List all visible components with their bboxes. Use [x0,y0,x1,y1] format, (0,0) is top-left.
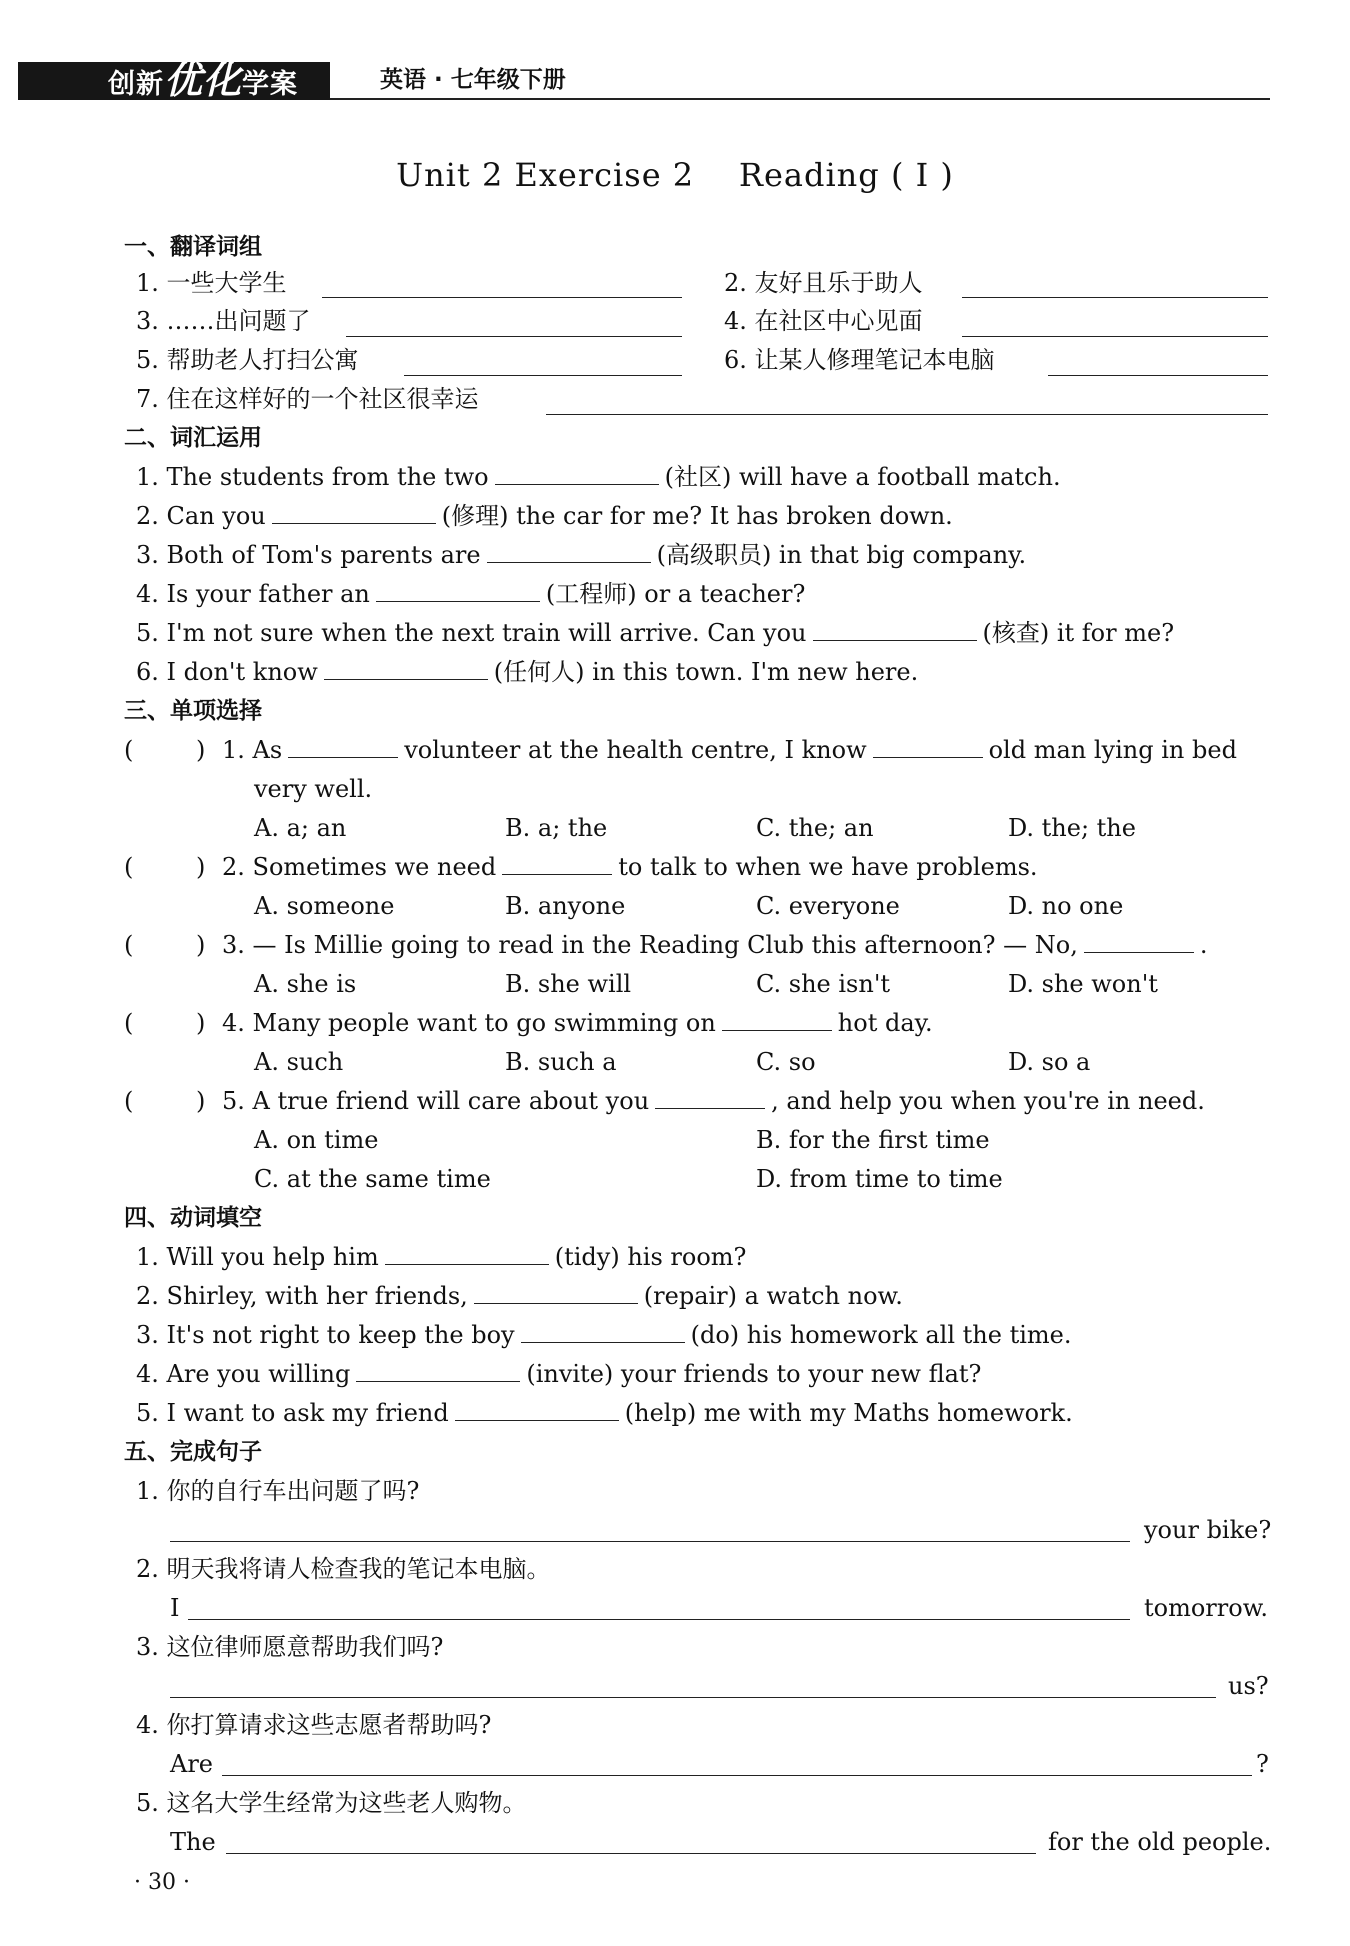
header-rule [330,98,1270,100]
answer-blank[interactable] [404,375,682,376]
answer-line[interactable] [170,1541,1130,1542]
answer-paren[interactable]: ( [124,853,134,881]
section-heading-1: 一、翻译词组 [124,234,262,260]
sec1-item-1: 1. 一些大学生 [136,269,287,297]
mc-question-2: 2. Sometimes we need to talk to when we have problems. [222,848,1038,886]
option-a[interactable]: A. a; an [254,814,347,842]
option-a[interactable]: A. someone [254,892,395,920]
page-number: · 30 · [134,1870,190,1895]
mc-question-1-cont: very well. [254,775,373,803]
answer-paren[interactable]: ( [124,736,134,764]
option-d[interactable]: D. from time to time [756,1165,1003,1193]
option-c[interactable]: C. everyone [756,892,900,920]
answer-blank[interactable] [1084,928,1194,953]
answer-paren-close: ) [196,931,206,959]
sec1-item-5: 5. 帮助老人打扫公寓 [136,346,359,374]
option-d[interactable]: D. so a [1008,1048,1091,1076]
answer-blank[interactable] [455,1396,619,1421]
option-c[interactable]: C. she isn't [756,970,891,998]
answer-blank[interactable] [962,336,1268,337]
section-heading-2: 二、词汇运用 [124,425,262,451]
sec4-item-4: 4. Are you willing (invite) your friends to your new flat? [136,1355,981,1393]
sec5-item-1-prompt: 1. 你的自行车出问题了吗? [136,1477,420,1505]
option-a[interactable]: A. on time [254,1126,379,1154]
option-d[interactable]: D. the; the [1008,814,1136,842]
answer-paren[interactable]: ( [124,931,134,959]
answer-blank[interactable] [272,499,436,524]
answer-line[interactable] [170,1697,1216,1698]
answer-paren-close: ) [196,1087,206,1115]
sec2-item-6: 6. I don't know (任何人) in this town. I'm new here. [136,653,918,691]
answer-paren-close: ) [196,853,206,881]
sec1-item-3: 3. ……出问题了 [136,307,311,335]
sec4-item-1: 1. Will you help him (tidy) his room? [136,1238,746,1276]
sec5-item-4-prompt: 4. 你打算请求这些志愿者帮助吗? [136,1711,492,1739]
answer-line[interactable] [222,1775,1252,1776]
sec5-item-2-start: I [170,1594,180,1622]
sec1-item-2: 2. 友好且乐于助人 [724,269,923,297]
answer-blank[interactable] [722,1006,832,1031]
sec5-item-2-end: tomorrow. [1144,1594,1269,1622]
answer-blank[interactable] [487,538,651,563]
answer-paren[interactable]: ( [124,1009,134,1037]
sec2-item-3: 3. Both of Tom's parents are (高级职员) in that big company. [136,536,1026,574]
section-heading-3: 三、单项选择 [124,698,262,724]
sec5-item-3-end: us? [1228,1672,1269,1700]
mc-question-4: 4. Many people want to go swimming on hot day. [222,1004,933,1042]
sec5-item-5-prompt: 5. 这名大学生经常为这些老人购物。 [136,1789,527,1817]
option-d[interactable]: D. she won't [1008,970,1158,998]
option-a[interactable]: A. such [254,1048,344,1076]
sec4-item-5: 5. I want to ask my friend (help) me with my Maths homework. [136,1394,1073,1432]
sec5-item-1-end: your bike? [1144,1516,1272,1544]
option-b[interactable]: B. such a [505,1048,617,1076]
answer-blank[interactable] [495,460,659,485]
answer-blank[interactable] [813,616,977,641]
answer-blank[interactable] [1048,375,1268,376]
subject-label: 英语 · 七年级下册 [380,67,566,93]
sec4-item-3: 3. It's not right to keep the boy (do) his homework all the time. [136,1316,1071,1354]
sec5-item-4-end: ? [1256,1750,1269,1778]
mc-question-1: 1. As volunteer at the health centre, I know old man lying in bed [222,731,1237,769]
sec5-item-3-prompt: 3. 这位律师愿意帮助我们吗? [136,1633,444,1661]
option-b[interactable]: B. a; the [505,814,608,842]
answer-blank[interactable] [288,733,398,758]
brand-logo: 创新优化学案 [108,58,299,102]
answer-blank[interactable] [962,297,1268,298]
sec1-item-4: 4. 在社区中心见面 [724,307,923,335]
section-heading-4: 四、动词填空 [124,1205,262,1231]
option-b[interactable]: B. for the first time [756,1126,990,1154]
option-c[interactable]: C. the; an [756,814,874,842]
answer-blank[interactable] [474,1279,638,1304]
answer-blank[interactable] [521,1318,685,1343]
answer-line[interactable] [226,1853,1036,1854]
sec2-item-2: 2. Can you (修理) the car for me? It has broken down. [136,497,953,535]
answer-blank[interactable] [385,1240,549,1265]
answer-blank[interactable] [324,655,488,680]
answer-blank[interactable] [322,297,682,298]
option-b[interactable]: B. she will [505,970,632,998]
answer-blank[interactable] [356,1357,520,1382]
answer-blank[interactable] [346,336,682,337]
answer-blank[interactable] [546,414,1268,415]
mc-question-5: 5. A true friend will care about you , and help you when you're in need. [222,1082,1205,1120]
sec2-item-5: 5. I'm not sure when the next train will arrive. Can you (核查) it for me? [136,614,1174,652]
answer-blank[interactable] [502,850,612,875]
section-heading-5: 五、完成句子 [124,1439,262,1465]
sec5-item-4-start: Are [170,1750,214,1778]
sec5-item-5-start: The [170,1828,216,1856]
answer-paren-close: ) [196,736,206,764]
answer-paren[interactable]: ( [124,1087,134,1115]
sec5-item-5-end: for the old people. [1048,1828,1272,1856]
answer-blank[interactable] [873,733,983,758]
answer-paren-close: ) [196,1009,206,1037]
sec4-item-2: 2. Shirley, with her friends, (repair) a watch now. [136,1277,903,1315]
answer-blank[interactable] [376,577,540,602]
sec2-item-1: 1. The students from the two (社区) will have a football match. [136,458,1061,496]
sec5-item-2-prompt: 2. 明天我将请人检查我的笔记本电脑。 [136,1555,551,1583]
option-a[interactable]: A. she is [254,970,357,998]
option-c[interactable]: C. at the same time [254,1165,491,1193]
option-c[interactable]: C. so [756,1048,816,1076]
option-b[interactable]: B. anyone [505,892,626,920]
sec1-item-7: 7. 住在这样好的一个社区很幸运 [136,385,479,413]
answer-blank[interactable] [655,1084,765,1109]
mc-question-3: 3. — Is Millie going to read in the Reading Club this afternoon? — No, . [222,926,1207,964]
sec2-item-4: 4. Is your father an (工程师) or a teacher? [136,575,805,613]
sec1-item-6: 6. 让某人修理笔记本电脑 [724,346,995,374]
page-title: Unit 2 Exercise 2 Reading ( Ⅰ ) [396,156,954,194]
option-d[interactable]: D. no one [1008,892,1124,920]
answer-line[interactable] [188,1619,1130,1620]
